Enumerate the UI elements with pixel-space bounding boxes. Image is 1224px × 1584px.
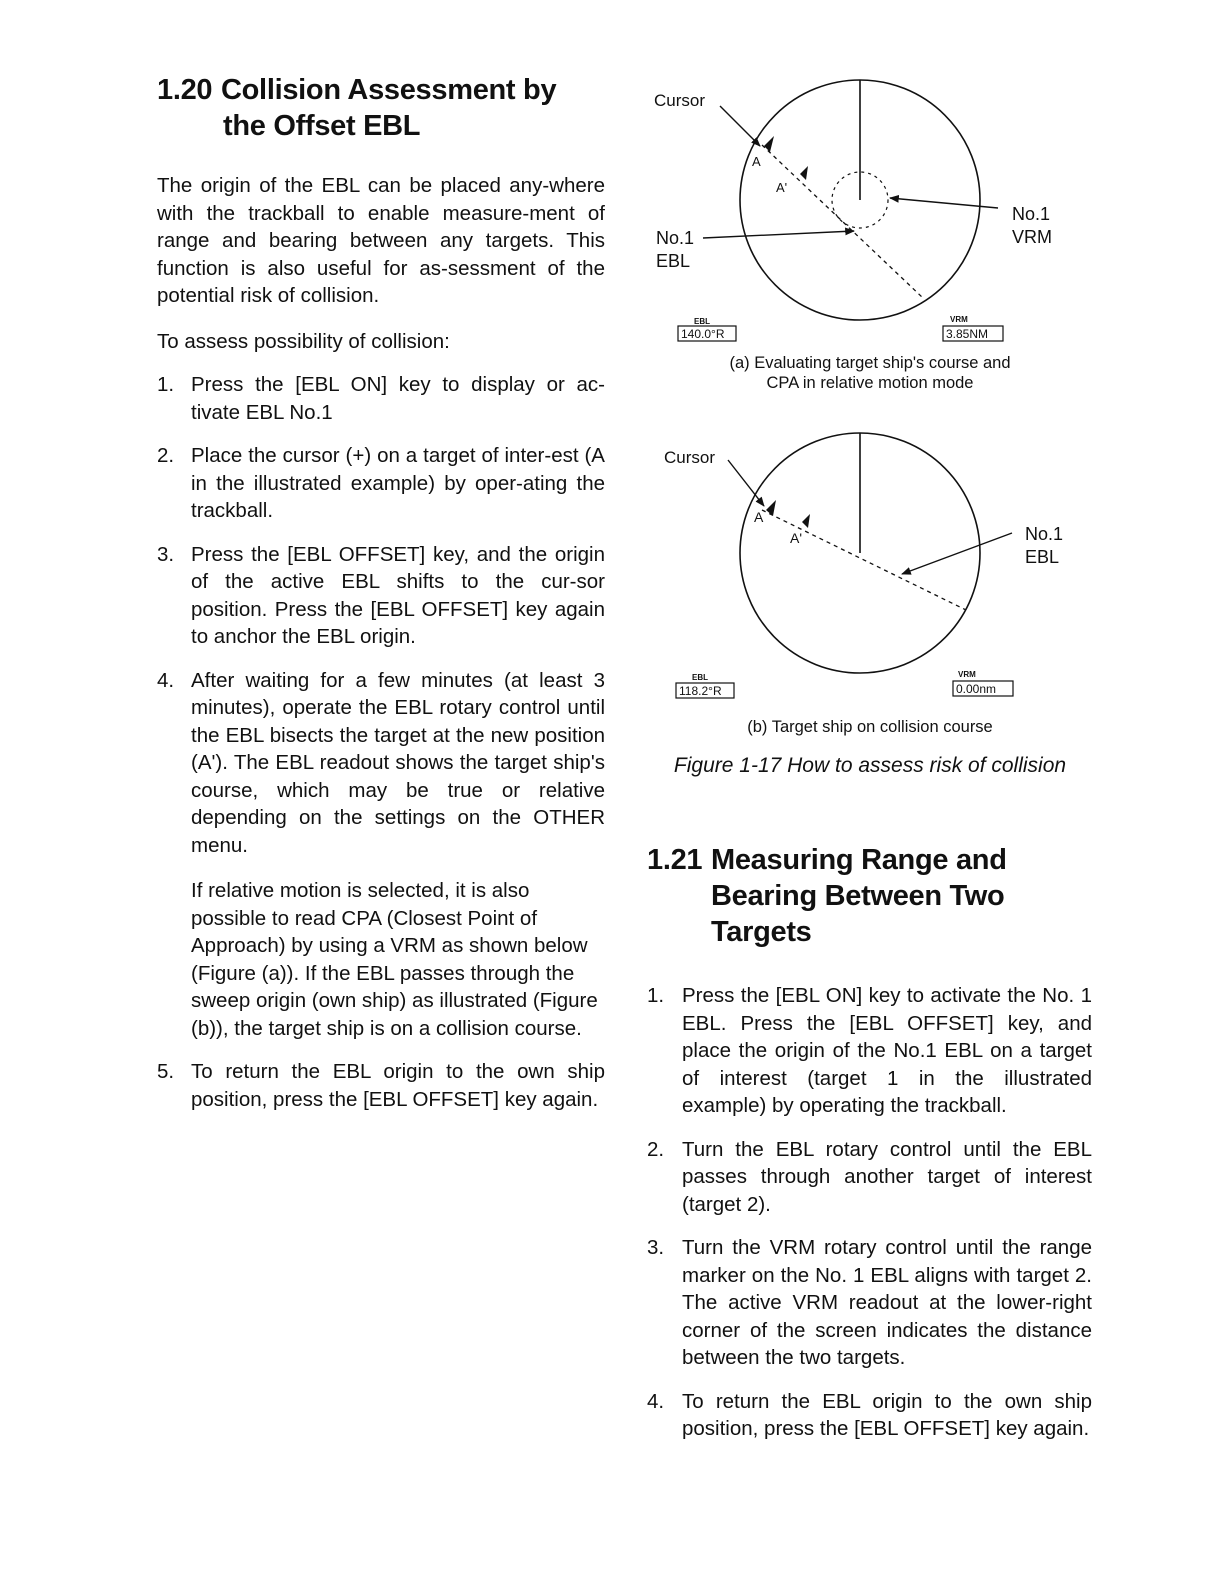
section-1-20-heading xyxy=(157,72,605,144)
steps-list xyxy=(157,371,605,1113)
cursor-label-b: Cursor xyxy=(664,448,716,467)
diagram-a xyxy=(654,80,1052,341)
target-a-label-b: A xyxy=(754,509,764,525)
heading-line-1: Collision Assessment by xyxy=(221,74,557,106)
step-item xyxy=(157,667,605,1043)
caption-b: (b) Target ship on collision course xyxy=(747,718,993,736)
step-item xyxy=(157,541,605,651)
diagram-b xyxy=(664,433,1063,698)
step-item xyxy=(157,442,605,525)
step-item xyxy=(647,1388,1092,1443)
figure-1-17 xyxy=(640,70,1100,790)
intro-paragraph: The origin of the EBL can be placed any-where with the trackball to enable measure-ment of range and bearing between any targets. This function is also useful for as-sessment of the potential risk of collision. xyxy=(157,174,605,307)
step-number: 1. xyxy=(647,984,665,1007)
step-number: 3. xyxy=(157,542,175,566)
ebl-readout-a: 140.0°R xyxy=(681,327,725,341)
figure-title: Figure 1-17 How to assess risk of collision xyxy=(673,754,1067,777)
caption-a-line2: CPA in relative motion mode xyxy=(766,374,974,392)
heading-line-2: the Offset EBL xyxy=(223,110,421,142)
vrm-small-label-b: VRM xyxy=(958,670,976,679)
step-item xyxy=(157,1058,605,1113)
vrm-label-line2: VRM xyxy=(1012,227,1052,247)
section-number: 1.21 xyxy=(647,844,703,876)
ebl-label-line1-b: No.1 xyxy=(1025,524,1064,544)
vrm-small-label-a: VRM xyxy=(950,315,968,324)
section-number: 1.20 xyxy=(157,74,213,106)
section-1-21 xyxy=(647,842,1092,1459)
ebl-small-label-a: EBL xyxy=(694,317,710,326)
ebl-small-label-b: EBL xyxy=(692,673,708,682)
target-a1-label-a: A' xyxy=(776,180,788,195)
vrm-readout-a: 3.85NM xyxy=(946,327,989,341)
target-a1-echo xyxy=(800,166,808,180)
heading-line-1: Measuring Range and xyxy=(711,844,1007,876)
caption-a-line1: (a) Evaluating target ship's course and xyxy=(729,354,1011,372)
cursor-pointer-b xyxy=(728,460,764,506)
cursor-label-a: Cursor xyxy=(654,91,706,110)
step-text: Press the [EBL ON] key to display or ac-tivate EBL No.1 xyxy=(191,373,605,424)
step-item xyxy=(647,1234,1092,1372)
ebl-pointer-a xyxy=(703,231,854,238)
step-item xyxy=(157,371,605,426)
step-text: Press the [EBL OFFSET] key, and the origin of the active EBL shifts to the cur-sor position. Press the [EBL OFFSET] key again to anchor the EBL origin. xyxy=(191,542,605,648)
step-number: 5. xyxy=(157,1060,175,1083)
target-a-echo-b xyxy=(766,500,776,516)
step-text: Place the cursor (+) on a target of inter-est (A in the illustrated example) by oper-ating the trackball. xyxy=(191,444,605,522)
target-a-label-a: A xyxy=(752,154,761,169)
target-a-echo xyxy=(764,136,774,152)
ebl-pointer-b xyxy=(902,533,1012,574)
step-text: Turn the EBL rotary control until the EBL passes through another target of interest (target 2). xyxy=(682,1137,1092,1216)
step-text: To return the EBL origin to the own ship position, press the [EBL OFFSET] key again. xyxy=(682,1389,1092,1440)
figure-diagrams xyxy=(640,70,1100,790)
step-item xyxy=(647,982,1092,1120)
ebl-readout-b: 118.2°R xyxy=(679,684,722,698)
ebl-label-line1-a: No.1 xyxy=(656,228,695,248)
offset-ebl-b xyxy=(762,510,966,610)
step-text: To return the EBL origin to the own ship position, press the [EBL OFFSET] key again. xyxy=(191,1060,605,1111)
heading-line-2: Bearing Between Two xyxy=(711,880,1005,912)
target-a1-echo-b xyxy=(802,514,810,528)
vrm-readout-b: 0.00nm xyxy=(956,682,997,696)
step-number: 4. xyxy=(157,668,175,692)
steps-list xyxy=(647,982,1092,1443)
step-number: 2. xyxy=(157,444,175,467)
section-1-20 xyxy=(157,72,605,1129)
heading-line-3: Targets xyxy=(711,916,812,948)
ebl-label-line2-a: EBL xyxy=(656,251,691,271)
step-text: Turn the VRM rotary control until the range marker on the No. 1 EBL aligns with target 2. The active VRM readout at the lower-right corner of the screen indicates the distance between the two targets. xyxy=(682,1236,1092,1369)
vrm-pointer-a xyxy=(890,198,998,208)
step-number: 4. xyxy=(647,1389,665,1413)
step-text: Press the [EBL ON] key to activate the No. 1 EBL. Press the [EBL OFFSET] key, and place the origin of the No.1 EBL on a target of interest (target 1 in the illustrated example) by operating the trackball. xyxy=(682,984,1092,1117)
lead-paragraph: To assess possibility of collision: xyxy=(157,329,450,353)
section-1-21-heading xyxy=(647,842,1092,950)
step-sub-paragraph: If relative motion is selected, it is also possible to read CPA (Closest Point of Approach) by using a VRM as shown below (Figure (a)). If the EBL passes through the sweep origin (own ship) as illustrated (Figure (b)), the target ship is on a collision course. xyxy=(191,879,598,1040)
step-number: 2. xyxy=(647,1137,665,1161)
target-a1-label-b: A' xyxy=(790,530,803,546)
step-item xyxy=(647,1136,1092,1219)
step-number: 1. xyxy=(157,373,175,396)
step-number: 3. xyxy=(647,1236,665,1259)
vrm-label-line1: No.1 xyxy=(1012,204,1051,224)
ebl-label-line2-b: EBL xyxy=(1025,547,1060,567)
cursor-pointer-a xyxy=(720,106,760,146)
step-text: After waiting for a few minutes (at least 3 minutes), operate the EBL rotary control until the EBL bisects the target at the new position (A'). The EBL readout shows the target ship's course, which may be true or relative depending on the settings on the OTHER menu. xyxy=(191,668,605,857)
